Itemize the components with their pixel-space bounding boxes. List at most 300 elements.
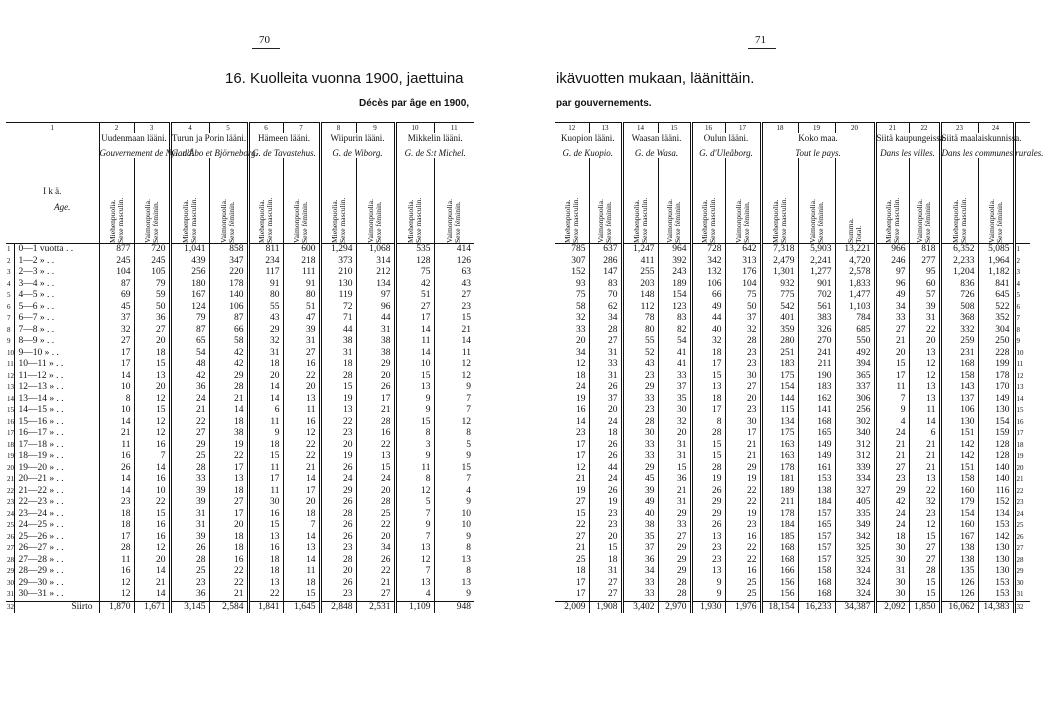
value-cell: 2,578 <box>835 267 875 279</box>
value-cell: 33 <box>555 325 589 337</box>
value-cell: 31 <box>170 520 209 532</box>
value-cell: 27 <box>461 290 471 300</box>
value-cell: 82 <box>658 325 691 337</box>
value-cell: 27 <box>283 348 320 360</box>
value-cell: 27 <box>909 555 940 567</box>
value-cell: 24 <box>356 474 395 486</box>
age-group: 29—30 » . . <box>14 578 99 590</box>
value-cell: 28 <box>658 578 691 590</box>
table-row <box>6 509 474 521</box>
value-cell: 22 <box>725 497 761 509</box>
value-cell: 178 <box>978 371 1014 383</box>
value-cell: 80 <box>283 290 320 302</box>
value-cell: 6 <box>909 428 940 440</box>
value-cell: 522 <box>978 302 1014 314</box>
value-cell: 342 <box>835 532 875 544</box>
value-cell: 19 <box>691 474 725 486</box>
value-cell: 10 <box>395 359 434 371</box>
value-cell: 785 <box>555 244 589 256</box>
value-cell: 19 <box>725 509 761 521</box>
value-cell: 4 <box>395 589 434 601</box>
value-cell: 58 <box>209 336 248 348</box>
value-cell: 5 <box>395 497 434 509</box>
value-cell: 39 <box>283 325 320 337</box>
age-group: 6—7 » . . <box>14 313 99 325</box>
value-cell: 26 <box>320 532 356 544</box>
value-cell: 15 <box>248 520 283 532</box>
value-cell: 21 <box>725 440 761 452</box>
value-cell: 20 <box>283 497 320 509</box>
value-cell: 9 <box>248 428 283 440</box>
value-cell: 19 <box>589 497 622 509</box>
value-cell: 75 <box>395 267 434 279</box>
value-cell: 702 <box>798 290 835 302</box>
sex-label: Miehenpuolia. Sexe masculin. <box>631 197 649 243</box>
table-row <box>555 382 1030 394</box>
value-cell: 48 <box>170 359 209 371</box>
value-cell: 189 <box>761 486 798 498</box>
value-cell: 51 <box>395 290 434 302</box>
value-cell: 31 <box>658 451 691 463</box>
row-number: 18 <box>6 440 14 452</box>
value-cell: 15 <box>461 462 471 473</box>
value-cell: 11 <box>909 405 940 417</box>
sex-label: Vaimonpuolia. Sexe féminin. <box>219 199 236 243</box>
value-cell: 32 <box>725 325 761 337</box>
value-cell: 33 <box>622 394 658 406</box>
value-cell: 327 <box>835 486 875 498</box>
value-cell: 21 <box>209 589 248 601</box>
value-cell: 12 <box>461 359 471 369</box>
value-cell: 19 <box>555 394 589 406</box>
value-cell: 80 <box>622 325 658 337</box>
region-header <box>691 133 761 158</box>
value-cell: 30 <box>875 555 909 567</box>
row-number: 32 <box>6 601 14 613</box>
total-cell: 2,848 <box>320 601 356 613</box>
value-cell: 16 <box>209 555 248 567</box>
value-cell: 128 <box>978 451 1014 463</box>
value-cell: 158 <box>940 371 978 383</box>
row-number: 13 <box>6 382 14 394</box>
value-cell: 1,204 <box>940 267 978 279</box>
value-cell: 302 <box>835 417 875 429</box>
age-group: 0—1 vuotta . . <box>14 244 99 256</box>
value-cell: 34 <box>555 348 589 360</box>
value-cell: 34 <box>356 543 395 555</box>
value-cell: 18 <box>320 359 356 371</box>
value-cell: 19 <box>320 451 356 463</box>
value-cell: 4,720 <box>835 256 875 268</box>
row-number: 4 <box>6 279 14 291</box>
sex-column-header <box>248 158 283 244</box>
value-cell: 13 <box>909 474 940 486</box>
value-cell: 126 <box>456 255 471 266</box>
value-cell: 36 <box>622 555 658 567</box>
value-cell: 33 <box>622 451 658 463</box>
value-cell: 143 <box>940 382 978 394</box>
value-cell: 134 <box>356 279 395 291</box>
value-cell: 128 <box>395 256 434 268</box>
value-cell: 168 <box>761 543 798 555</box>
region-name-fr: G. de Wiborg. <box>332 147 383 158</box>
sex-column-header <box>434 158 474 244</box>
value-cell: 27 <box>589 578 622 590</box>
age-header: I k ä. <box>43 185 62 196</box>
value-cell: 26 <box>320 578 356 590</box>
right-page-number: 71 <box>755 34 766 46</box>
value-cell: 153 <box>978 578 1014 590</box>
sex-label: Vaimonpuolia. Sexe féminin. <box>733 199 751 243</box>
value-cell: 51 <box>283 302 320 314</box>
value-cell: 42 <box>209 359 248 371</box>
value-cell: 39 <box>622 486 658 498</box>
row-number: 5 <box>6 290 14 302</box>
value-cell: 256 <box>170 267 209 279</box>
value-cell: 12 <box>99 589 134 601</box>
value-cell: 24 <box>589 474 622 486</box>
value-cell: 38 <box>320 336 356 348</box>
sex-column-header <box>99 158 134 244</box>
row-number: 10 <box>1016 348 1024 357</box>
row-number: 2 <box>6 256 14 268</box>
value-cell: 184 <box>798 497 835 509</box>
value-cell: 13 <box>209 474 248 486</box>
value-cell: 30 <box>875 543 909 555</box>
table-row <box>555 509 1030 521</box>
value-cell: 12 <box>555 463 589 475</box>
value-cell: 35 <box>622 532 658 544</box>
value-cell: 18 <box>99 520 134 532</box>
value-cell: 128 <box>978 440 1014 452</box>
value-cell: 26 <box>320 497 356 509</box>
value-cell: 7 <box>395 532 434 544</box>
value-cell: 34 <box>622 566 658 578</box>
region-name-fr: G. d'Åbo et Björneborg. <box>171 147 258 158</box>
value-cell: 11 <box>248 417 283 429</box>
value-cell: 13 <box>461 577 471 588</box>
value-cell: 106 <box>691 279 725 291</box>
value-cell: 134 <box>978 509 1014 521</box>
value-cell: 149 <box>978 394 1014 406</box>
age-group: 12—13 » . . <box>14 382 99 394</box>
value-cell: 9 <box>395 520 434 532</box>
value-cell: 18 <box>209 417 248 429</box>
value-cell: 29 <box>658 543 691 555</box>
row-number: 31 <box>6 589 14 601</box>
region-name: Uudenmaan lääni. <box>101 133 167 143</box>
region-name-fr: G. de Wasa. <box>634 147 679 158</box>
value-cell: 7,318 <box>761 244 798 256</box>
value-cell: 23 <box>99 497 134 509</box>
value-cell: 220 <box>209 267 248 279</box>
table-row <box>555 405 1030 417</box>
value-cell: 27 <box>170 428 209 440</box>
table-row <box>6 428 474 440</box>
col-number: 8 <box>320 123 356 134</box>
value-cell: 535 <box>395 244 434 256</box>
value-cell: 334 <box>835 474 875 486</box>
value-cell: 411 <box>622 256 658 268</box>
value-cell: 20 <box>248 371 283 383</box>
value-cell: 184 <box>761 520 798 532</box>
row-number: 11 <box>6 359 14 371</box>
value-cell: 18 <box>134 348 170 360</box>
value-cell: 33 <box>622 440 658 452</box>
row-number: 19 <box>6 451 14 463</box>
value-cell: 130 <box>940 417 978 429</box>
value-cell: 1,477 <box>835 290 875 302</box>
value-cell: 22 <box>909 486 940 498</box>
value-cell: 44 <box>320 325 356 337</box>
value-cell: 31 <box>909 313 940 325</box>
value-cell: 17 <box>691 359 725 371</box>
row-number: 2 <box>1016 256 1020 265</box>
value-cell: 9 <box>466 531 471 542</box>
value-cell: 15 <box>875 359 909 371</box>
age-group: 26—27 » . . <box>14 543 99 555</box>
value-cell: 29 <box>209 371 248 383</box>
value-cell: 168 <box>798 417 835 429</box>
value-cell: 18 <box>209 532 248 544</box>
value-cell: 19 <box>209 440 248 452</box>
value-cell: 26 <box>320 463 356 475</box>
value-cell: 15 <box>395 371 434 383</box>
left-table <box>6 122 474 613</box>
sex-column-header <box>395 158 434 244</box>
sex-column-header <box>909 158 940 244</box>
value-cell: 137 <box>940 394 978 406</box>
value-cell: 50 <box>725 302 761 314</box>
value-cell: 41 <box>658 348 691 360</box>
value-cell: 27 <box>589 589 622 601</box>
value-cell: 23 <box>909 509 940 521</box>
value-cell: 14 <box>99 371 134 383</box>
value-cell: 40 <box>622 509 658 521</box>
value-cell: 18 <box>248 555 283 567</box>
age-group: 9—10 » . . <box>14 348 99 360</box>
row-number: 27 <box>6 543 14 555</box>
value-cell: 20 <box>909 336 940 348</box>
region-name-fr: Tout le pays. <box>795 147 841 158</box>
right-table <box>555 122 1044 613</box>
value-cell: 62 <box>589 302 622 314</box>
value-cell: 12 <box>909 520 940 532</box>
value-cell: 104 <box>725 279 761 291</box>
value-cell: 154 <box>978 417 1014 429</box>
value-cell: 39 <box>170 532 209 544</box>
table-row <box>555 474 1030 486</box>
value-cell: 154 <box>761 382 798 394</box>
value-cell: 115 <box>761 405 798 417</box>
table-row <box>555 428 1030 440</box>
value-cell: 33 <box>658 520 691 532</box>
value-cell: 160 <box>940 520 978 532</box>
value-cell: 228 <box>978 348 1014 360</box>
value-cell: 29 <box>658 566 691 578</box>
value-cell: 17 <box>356 394 395 406</box>
value-cell: 508 <box>940 302 978 314</box>
value-cell: 157 <box>798 543 835 555</box>
value-cell: 28 <box>909 566 940 578</box>
value-cell: 37 <box>725 313 761 325</box>
value-cell: 561 <box>798 302 835 314</box>
value-cell: 13 <box>461 554 471 565</box>
value-cell: 28 <box>589 325 622 337</box>
row-number: 7 <box>1016 314 1020 322</box>
value-cell: 26 <box>589 440 622 452</box>
value-cell: 119 <box>320 290 356 302</box>
value-cell: 11 <box>248 486 283 498</box>
sex-column-header <box>691 158 725 244</box>
value-cell: 7 <box>466 474 471 484</box>
value-cell: 26 <box>691 520 725 532</box>
value-cell: 9 <box>466 497 471 507</box>
value-cell: 307 <box>555 256 589 268</box>
sex-label: Vaimonpuolia. Sexe féminin. <box>292 199 309 243</box>
table-row <box>6 279 474 291</box>
value-cell: 313 <box>725 256 761 268</box>
value-cell: 234 <box>248 256 283 268</box>
value-cell: 27 <box>356 589 395 601</box>
value-cell: 6 <box>248 405 283 417</box>
sex-label: Vaimonpuolia. Sexe féminin. <box>915 199 932 243</box>
value-cell: 28 <box>356 497 395 509</box>
value-cell: 13 <box>691 382 725 394</box>
total-cell: 2,531 <box>356 601 395 613</box>
value-cell: 79 <box>134 279 170 291</box>
value-cell: 18 <box>248 566 283 578</box>
value-cell: 30 <box>658 405 691 417</box>
col-number: 21 <box>875 123 909 134</box>
value-cell: 12 <box>555 359 589 371</box>
table-row <box>6 555 474 567</box>
row-number: 12 <box>6 371 14 383</box>
value-cell: 28 <box>356 417 395 429</box>
value-cell: 95 <box>909 267 940 279</box>
value-cell: 31 <box>875 566 909 578</box>
total-cell: 1,645 <box>283 601 320 613</box>
value-cell: 22 <box>725 555 761 567</box>
value-cell: 642 <box>725 244 761 256</box>
value-cell: 83 <box>589 279 622 291</box>
value-cell: 18 <box>875 532 909 544</box>
sex-column-header <box>978 158 1014 244</box>
value-cell: 12 <box>461 370 471 381</box>
value-cell: 78 <box>622 313 658 325</box>
value-cell: 24 <box>875 509 909 521</box>
value-cell: 45 <box>99 302 134 314</box>
sex-column-header <box>589 158 622 244</box>
total-cell: 948 <box>434 601 474 613</box>
col-number: 18 <box>761 123 798 134</box>
value-cell: 97 <box>356 290 395 302</box>
value-cell: 158 <box>940 474 978 486</box>
age-group: 10—11 » . . <box>14 359 99 371</box>
value-cell: 91 <box>248 279 283 291</box>
region-header <box>248 133 320 158</box>
value-cell: 550 <box>835 336 875 348</box>
value-cell: 22 <box>283 440 320 452</box>
sex-column-header <box>555 158 589 244</box>
value-cell: 6,352 <box>940 244 978 256</box>
value-cell: 13 <box>395 578 434 590</box>
value-cell: 181 <box>761 474 798 486</box>
value-cell: 347 <box>209 256 248 268</box>
value-cell: 12 <box>909 359 940 371</box>
value-cell: 23 <box>691 555 725 567</box>
value-cell: 26 <box>589 382 622 394</box>
value-cell: 112 <box>622 302 658 314</box>
value-cell: 134 <box>761 417 798 429</box>
row-number: 31 <box>1016 590 1024 598</box>
row-number: 15 <box>6 405 14 417</box>
value-cell: 1,103 <box>835 302 875 314</box>
value-cell: 9 <box>466 589 471 599</box>
value-cell: 130 <box>978 543 1014 555</box>
value-cell: 259 <box>940 336 978 348</box>
table-row <box>6 348 474 360</box>
value-cell: 858 <box>209 244 248 256</box>
value-cell: 306 <box>835 394 875 406</box>
value-cell: 22 <box>356 520 395 532</box>
value-cell: 212 <box>356 267 395 279</box>
col-number: 9 <box>356 123 395 134</box>
value-cell: 183 <box>761 359 798 371</box>
value-cell: 179 <box>940 497 978 509</box>
sex-column-header <box>658 158 691 244</box>
value-cell: 32 <box>99 325 134 337</box>
value-cell: 140 <box>209 290 248 302</box>
value-cell: 31 <box>320 348 356 360</box>
table-row <box>555 589 1030 601</box>
row-number-header <box>1014 158 1030 244</box>
age-group: 13—14 » . . <box>14 394 99 406</box>
value-cell: 211 <box>798 359 835 371</box>
value-cell: 178 <box>761 463 798 475</box>
value-cell: 16 <box>134 474 170 486</box>
row-number: 24 <box>1016 509 1024 518</box>
value-cell: 142 <box>940 451 978 463</box>
value-cell: 16 <box>248 509 283 521</box>
value-cell: 13 <box>248 578 283 590</box>
value-cell: 245 <box>134 256 170 268</box>
value-cell: 7 <box>875 394 909 406</box>
value-cell: 15 <box>134 359 170 371</box>
value-cell: 156 <box>761 578 798 590</box>
sex-column-header <box>725 158 761 244</box>
value-cell: 54 <box>170 348 209 360</box>
value-cell: 175 <box>761 371 798 383</box>
row-number: 8 <box>1016 325 1020 334</box>
row-number: 10 <box>6 348 14 360</box>
total-cell: 3,402 <box>622 601 658 613</box>
region-name-fr: Dans les villes. <box>880 147 935 158</box>
value-cell: 93 <box>555 279 589 291</box>
table-row <box>555 440 1030 452</box>
value-cell: 130 <box>320 279 356 291</box>
value-cell: 63 <box>461 267 471 277</box>
col-number: 22 <box>909 123 940 134</box>
value-cell: 154 <box>658 290 691 302</box>
value-cell: 342 <box>691 256 725 268</box>
value-cell: 12 <box>99 578 134 590</box>
value-cell: 47 <box>283 313 320 325</box>
value-cell: 33 <box>622 589 658 601</box>
value-cell: 21 <box>658 486 691 498</box>
value-cell: 163 <box>761 451 798 463</box>
value-cell: 337 <box>835 382 875 394</box>
